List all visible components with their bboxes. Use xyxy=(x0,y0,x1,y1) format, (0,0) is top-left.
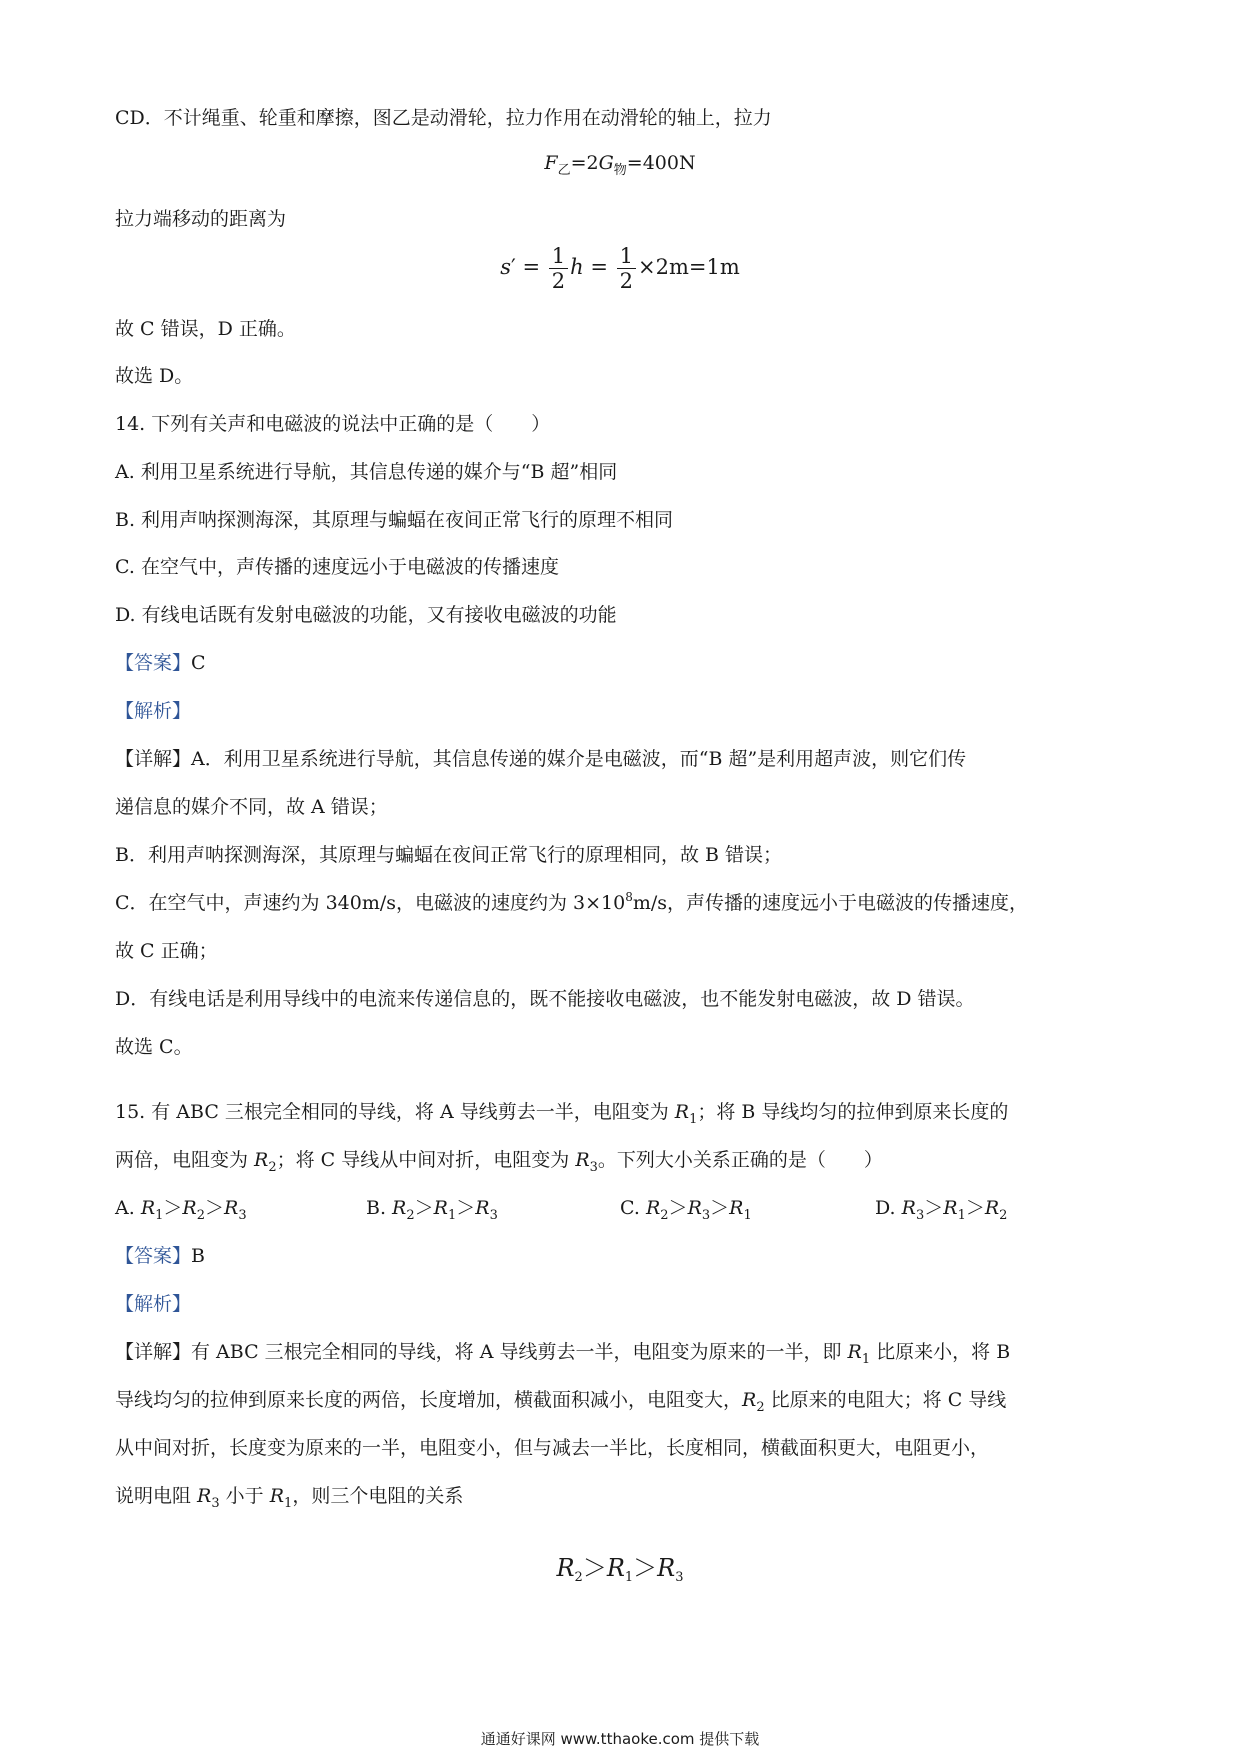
q15-detail-1: 【详解】有 ABC 三根完全相同的导线，将 A 导线剪去一半，电阻变为原来的一半，即 $R_1$ 比原来小，将 B xyxy=(115,1341,1011,1367)
conclusion-cd: 故 C 错误，D 正确。 xyxy=(115,318,296,340)
q14-choose: 故选 C。 xyxy=(115,1036,193,1058)
fraction-half-1: $\frac{1}{2}$ xyxy=(549,244,568,293)
q14-detail-1: 【详解】A．利用卫星系统进行导航，其信息传递的媒介是电磁波，而“B 超”是利用超声波，则它们传 xyxy=(115,748,967,770)
q15-answer: 【答案】B xyxy=(115,1245,205,1267)
q14-option-c: C. 在空气中，声传播的速度远小于电磁波的传播速度 xyxy=(115,556,559,578)
detail-tag: 【详解】 xyxy=(115,748,192,770)
q14-answer: 【答案】C xyxy=(115,652,206,674)
answer-tag: 【答案】 xyxy=(115,1245,192,1267)
q15-option-a: A. $R_1>R_2>R_3$ xyxy=(115,1197,247,1223)
q14-detail-3: B．利用声呐探测海深，其原理与蝙蝠在夜间正常飞行的原理相同，故 B 错误； xyxy=(115,844,783,866)
q15-analysis-tag: 【解析】 xyxy=(115,1293,192,1315)
choose-d: 故选 D。 xyxy=(115,365,194,387)
q14-option-d: D. 有线电话既有发射电磁波的功能，又有接收电磁波的功能 xyxy=(115,604,617,626)
q14-detail-5: 故 C 正确； xyxy=(115,940,218,962)
q14-option-b: B. 利用声呐探测海深，其原理与蝙蝠在夜间正常飞行的原理不相同 xyxy=(115,509,674,531)
q15-detail-3: 从中间对折，长度变为原来的一半，电阻变小，但与减去一半比，长度相同，横截面积更大，电阻更小， xyxy=(115,1437,990,1459)
q15-option-c: C. $R_2>R_3>R_1$ xyxy=(620,1197,752,1223)
q14-option-a: A. 利用卫星系统进行导航，其信息传递的媒介与“B 超”相同 xyxy=(115,461,618,483)
page-footer: 通通好课网 www.tthaoke.com 提供下载 xyxy=(480,1730,760,1748)
cd-intro: CD．不计绳重、轮重和摩擦，图乙是动滑轮，拉力作用在动滑轮的轴上，拉力 xyxy=(115,107,772,129)
fraction-half-2: $\frac{1}{2}$ xyxy=(617,244,636,293)
formula-distance: s′ = $\frac{1}{2}$ h = $\frac{1}{2}$ ×2m=1m xyxy=(500,244,740,293)
q15-detail-2: 导线均匀的拉伸到原来长度的两倍，长度增加，横截面积减小，电阻变大，$R_2$ 比原来的电阻大；将 C 导线 xyxy=(115,1389,1007,1415)
q14-detail-2: 递信息的媒介不同，故 A 错误； xyxy=(115,796,388,818)
formula-resistance-relation: $R_2>R_1>R_3$ xyxy=(556,1554,684,1585)
q15-stem-line-1: 15. 有 ABC 三根完全相同的导线，将 A 导线剪去一半，电阻变为 $R_1$；将 B 导线均匀的拉伸到原来长度的 xyxy=(115,1101,1009,1127)
q15-stem-line-2: 两倍，电阻变为 $R_2$；将 C 导线从中间对折，电阻变为 $R_3$。下列大小关系正确的是（ ） xyxy=(115,1149,883,1175)
q14-analysis-tag: 【解析】 xyxy=(115,700,192,722)
distance-text: 拉力端移动的距离为 xyxy=(115,208,287,230)
q14-detail-4: C．在空气中，声速约为 340m/s，电磁波的速度约为 $3\times 10^8m/s$，声传播的速度远小于电磁波的传播速度， xyxy=(115,890,1029,914)
formula-f-yi: $F_乙=2G_物=400N$ xyxy=(544,152,696,178)
detail-tag: 【详解】 xyxy=(115,1341,192,1363)
q15-detail-4: 说明电阻 $R_3$ 小于 $R_1$，则三个电阻的关系 xyxy=(115,1485,464,1511)
q14-detail-6: D．有线电话是利用导线中的电流来传递信息的，既不能接收电磁波，也不能发射电磁波，故 D 错误。 xyxy=(115,988,975,1010)
q15-option-d: D. $R_3>R_1>R_2$ xyxy=(875,1197,1008,1223)
answer-tag: 【答案】 xyxy=(115,652,192,674)
q15-option-b: B. $R_2>R_1>R_3$ xyxy=(366,1197,498,1223)
q14-stem: 14. 下列有关声和电磁波的说法中正确的是（ ） xyxy=(115,413,551,435)
